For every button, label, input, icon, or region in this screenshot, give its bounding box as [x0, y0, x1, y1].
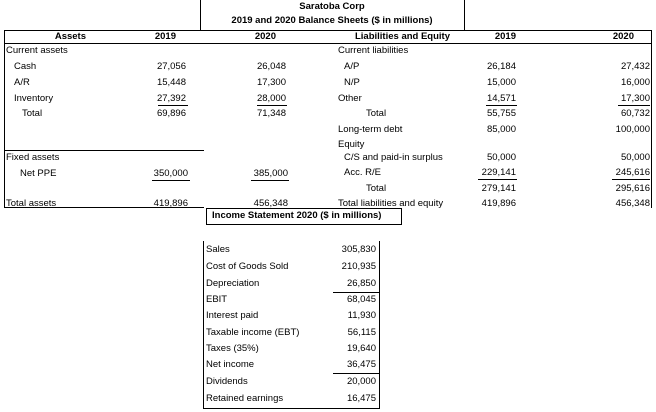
common-stock-2019: 50,000 [486, 152, 516, 163]
current-liabilities-total-2019: 55,755 [486, 108, 516, 119]
assets-year-2019-header: 2019 [154, 31, 176, 42]
inventory-2020: 28,000 [256, 93, 286, 104]
other-2019-underline [486, 105, 517, 106]
total-liabilities-equity-2019: 419,896 [481, 198, 516, 209]
equity-total-2019: 279,141 [481, 183, 516, 194]
is-net-income-value: 36,475 [346, 359, 376, 370]
ar-2020: 17,300 [256, 77, 286, 88]
other-2020: 17,300 [620, 93, 650, 104]
total-liabilities-equity-label: Total liabilities and equity [338, 198, 444, 209]
cash-2019: 27,056 [156, 61, 186, 72]
equity-total-2020: 295,616 [615, 183, 650, 194]
inventory-2019: 27,392 [156, 93, 186, 104]
income-statement-border-bottom [203, 408, 380, 409]
equity-label: Equity [338, 139, 365, 150]
long-term-debt-label: Long-term debt [338, 124, 403, 135]
header-border-right [464, 0, 465, 30]
is-sales-value: 305,830 [341, 244, 376, 255]
fixed-assets-top-border [4, 150, 204, 151]
retained-earnings-acc-label: Acc. R/E [344, 167, 381, 178]
retained-earnings-acc-2019: 229,141 [481, 167, 516, 178]
current-liabilities-total-2020: 60,732 [620, 108, 650, 119]
ap-2020: 27,432 [620, 61, 650, 72]
liabilities-header: Liabilities and Equity [354, 31, 450, 42]
is-interest-label: Interest paid [206, 310, 259, 321]
is-taxes-label: Taxes (35%) [206, 343, 259, 354]
liab-year-2019-header: 2019 [494, 31, 516, 42]
is-retained-earnings-label: Retained earnings [206, 393, 284, 404]
is-depreciation-label: Depreciation [206, 278, 260, 289]
is-dividends-label: Dividends [206, 376, 248, 387]
is-ebit-label: EBIT [206, 294, 228, 305]
fixed-assets-label: Fixed assets [6, 152, 60, 163]
is-interest-value: 11,930 [347, 310, 376, 321]
re-2020-underline [612, 179, 650, 180]
is-ebt-label: Taxable income (EBT) [206, 327, 300, 338]
net-ppe-2020-underline [251, 180, 289, 181]
assets-year-2020-header: 2020 [254, 31, 276, 42]
re-2019-underline [478, 179, 517, 180]
ap-label: A/P [344, 61, 360, 72]
inventory-label: Inventory [14, 93, 54, 104]
table-border-right [651, 30, 652, 208]
income-statement-title: Income Statement 2020 ($ in millions) [212, 210, 382, 221]
total-assets-label: Total assets [6, 198, 57, 209]
assets-column-border-left [4, 30, 5, 208]
is-cogs-value: 210,935 [341, 261, 376, 272]
is-depreciation-value: 26,850 [346, 278, 376, 289]
ar-2019: 15,448 [156, 77, 186, 88]
np-label: N/P [344, 77, 360, 88]
other-2020-underline [618, 105, 650, 106]
ap-2019: 26,184 [486, 61, 516, 72]
ar-label: A/R [14, 77, 30, 88]
income-statement-border-right [379, 241, 380, 409]
net-ppe-2019: 350,000 [153, 168, 188, 179]
total-assets-2019: 419,896 [153, 198, 188, 209]
net-income-underline [333, 373, 379, 374]
is-cogs-label: Cost of Goods Sold [206, 261, 289, 272]
is-dividends-value: 20,000 [346, 376, 376, 387]
net-ppe-2020: 385,000 [253, 168, 288, 179]
company-name: Saratoba Corp [299, 1, 365, 12]
current-liabilities-total-label: Total [366, 108, 387, 119]
np-2020: 16,000 [620, 77, 650, 88]
current-assets-total-2019: 69,896 [156, 108, 186, 119]
equity-total-label: Total [366, 183, 387, 194]
is-retained-earnings-value: 16,475 [346, 393, 376, 404]
is-net-income-label: Net income [206, 359, 255, 370]
cash-label: Cash [14, 61, 37, 72]
net-ppe-label: Net PPE [20, 168, 57, 179]
cash-2020: 26,048 [256, 61, 286, 72]
inventory-2020-underline [257, 105, 287, 106]
retained-earnings-acc-2020: 245,616 [615, 167, 650, 178]
assets-header: Assets [54, 31, 86, 42]
other-label: Other [338, 93, 362, 104]
current-liabilities-label: Current liabilities [338, 45, 409, 56]
income-statement-border-left [203, 241, 204, 409]
balance-sheet-title: 2019 and 2020 Balance Sheets ($ in millions) [231, 15, 433, 26]
current-assets-total-label: Total [22, 108, 43, 119]
is-sales-label: Sales [206, 244, 230, 255]
total-assets-2020: 456,348 [253, 198, 288, 209]
common-stock-2020: 50,000 [620, 152, 650, 163]
liab-year-2020-header: 2020 [612, 31, 634, 42]
common-stock-label: C/S and paid-in surplus [344, 152, 443, 163]
header-row-bottom-border [4, 43, 652, 44]
is-ebit-value: 68,045 [346, 294, 376, 305]
current-assets-label: Current assets [6, 45, 68, 56]
is-taxes-value: 19,640 [346, 343, 376, 354]
depreciation-underline [333, 292, 379, 293]
long-term-debt-2019: 85,000 [486, 124, 516, 135]
long-term-debt-2020: 100,000 [615, 124, 650, 135]
net-ppe-2019-underline [152, 180, 190, 181]
is-ebt-value: 56,115 [347, 327, 376, 338]
current-assets-total-2020: 71,348 [256, 108, 286, 119]
total-liabilities-equity-2020: 456,348 [615, 198, 650, 209]
np-2019: 15,000 [486, 77, 516, 88]
inventory-2019-underline [158, 105, 188, 106]
other-2019: 14,571 [486, 93, 516, 104]
